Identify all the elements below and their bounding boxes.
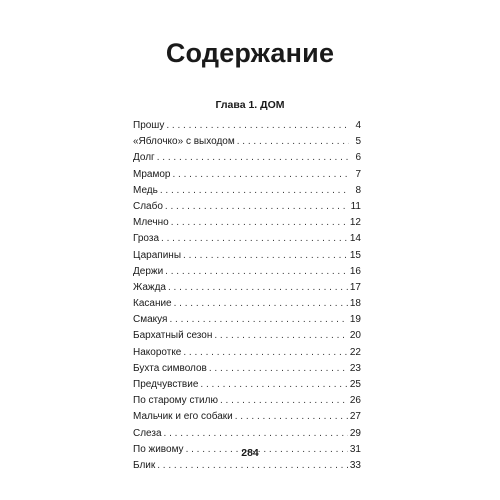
toc-entry-page: 22 xyxy=(349,346,361,358)
toc-entry-page: 26 xyxy=(349,395,361,407)
dot-leader xyxy=(235,409,348,425)
toc-entry-page: 14 xyxy=(349,233,361,245)
toc-entry-title: Мальчик и его собаки xyxy=(133,411,233,423)
dot-leader xyxy=(220,393,348,409)
toc-entry-page: 17 xyxy=(349,281,361,293)
toc-entry-page: 5 xyxy=(355,136,361,148)
toc-entry xyxy=(133,183,361,199)
dot-leader xyxy=(171,215,348,231)
toc-entry xyxy=(133,231,361,247)
dot-leader xyxy=(174,296,348,312)
toc-entry-title: Долг xyxy=(133,152,155,164)
toc-entry xyxy=(133,377,361,393)
dot-leader xyxy=(164,426,348,442)
toc-entry-page: 18 xyxy=(349,298,361,310)
toc-entry-page: 6 xyxy=(355,152,361,164)
toc-entry xyxy=(133,426,361,442)
toc-entry-title: Предчувствие xyxy=(133,379,199,390)
toc-entry-title: Мрамор xyxy=(133,168,171,180)
toc-entry-title: Касание xyxy=(133,298,172,310)
dot-leader xyxy=(200,377,347,393)
toc-entry xyxy=(133,345,361,361)
toc-entry-page: 23 xyxy=(349,362,361,374)
toc-entry xyxy=(133,167,361,183)
dot-leader xyxy=(183,345,348,361)
toc-entry-title: Держи xyxy=(133,265,164,277)
toc-entry-page: 16 xyxy=(349,265,361,277)
toc-entry xyxy=(133,248,361,264)
toc-entry xyxy=(133,312,361,328)
page-number: 284 xyxy=(241,447,259,459)
toc-entry-page: 31 xyxy=(349,443,361,455)
toc-entry-title: «Яблочко» с выходом xyxy=(133,136,235,148)
toc-entry-title: Царапины xyxy=(133,249,182,261)
toc-entry xyxy=(133,328,361,344)
toc-entry-page: 19 xyxy=(349,314,361,326)
chapter-heading: Глава 1. ДОМ xyxy=(215,99,285,111)
toc-entry-title: Гроза xyxy=(133,233,160,245)
toc-entry xyxy=(133,393,361,409)
dot-leader xyxy=(166,118,349,134)
toc-entry xyxy=(133,296,361,312)
toc-entry-page: 4 xyxy=(355,120,361,131)
dot-leader xyxy=(157,458,348,474)
table-of-contents xyxy=(133,118,361,474)
toc-entry-page: 11 xyxy=(350,200,361,212)
dot-leader xyxy=(165,199,349,215)
dot-leader xyxy=(160,183,349,199)
toc-entry-title: Смакуя xyxy=(133,314,168,326)
dot-leader xyxy=(237,134,349,150)
toc-entry-title: Слеза xyxy=(133,427,162,439)
toc-entry-title: Бухта символов xyxy=(133,362,207,374)
dot-leader xyxy=(168,280,348,296)
toc-entry-page: 29 xyxy=(349,427,361,439)
toc-entry xyxy=(133,215,361,231)
toc-entry xyxy=(133,150,361,166)
toc-entry-page: 33 xyxy=(349,459,361,471)
toc-entry-title: Бархатный сезон xyxy=(133,330,213,342)
toc-entry-page: 27 xyxy=(349,411,361,423)
toc-entry-title: Прошу xyxy=(133,120,165,131)
page-title: Содержание xyxy=(165,38,335,68)
toc-entry-page: 20 xyxy=(349,330,361,342)
toc-entry xyxy=(133,134,361,150)
toc-entry-page: 8 xyxy=(355,184,361,196)
toc-entry xyxy=(133,409,361,425)
dot-leader xyxy=(183,248,348,264)
toc-entry-title: Накоротке xyxy=(133,346,182,358)
toc-entry-title: Млечно xyxy=(133,217,169,229)
dot-leader xyxy=(161,231,348,247)
toc-entry xyxy=(133,264,361,280)
toc-entry-title: По живому xyxy=(133,443,184,455)
dot-leader xyxy=(209,361,348,377)
toc-entry-page: 15 xyxy=(349,249,361,261)
toc-entry-page: 12 xyxy=(349,217,361,229)
toc-entry-title: Слабо xyxy=(133,200,163,212)
toc-entry xyxy=(133,361,361,377)
toc-entry xyxy=(133,199,361,215)
dot-leader xyxy=(169,312,347,328)
dot-leader xyxy=(172,167,349,183)
toc-entry xyxy=(133,118,361,134)
dot-leader xyxy=(165,264,348,280)
toc-entry-title: По старому стилю xyxy=(133,395,218,407)
toc-entry xyxy=(133,280,361,296)
toc-entry-page: 25 xyxy=(349,379,361,390)
dot-leader xyxy=(157,150,349,166)
toc-entry-page: 7 xyxy=(355,168,361,180)
toc-entry-title: Жажда xyxy=(133,281,166,293)
toc-entry xyxy=(133,458,361,474)
toc-entry-title: Медь xyxy=(133,184,158,196)
dot-leader xyxy=(214,328,348,344)
toc-entry-title: Блик xyxy=(133,459,156,471)
